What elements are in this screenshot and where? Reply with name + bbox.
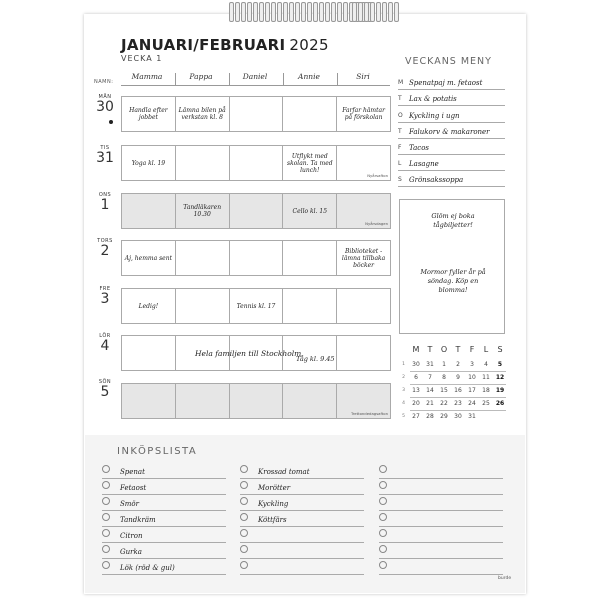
mini-header: F	[469, 345, 475, 354]
column-divider	[175, 73, 176, 85]
week-number: 4	[402, 401, 405, 406]
mini-day: 7	[428, 374, 432, 381]
day-label-sun: SÖN 5	[98, 379, 112, 400]
shopping-item[interactable]: Gurka	[102, 542, 226, 559]
checkbox-icon[interactable]	[240, 529, 248, 537]
checkbox-icon[interactable]	[102, 561, 110, 569]
day-row-wed	[121, 193, 390, 229]
holiday-label: Trettondedagsafton	[351, 411, 388, 416]
shopping-item[interactable]: Krossad tomat	[240, 462, 364, 479]
entry-cell[interactable]	[229, 193, 284, 229]
menu-item[interactable]: F Tacos	[398, 138, 505, 155]
mini-day: 2	[456, 361, 460, 368]
checkbox-icon[interactable]	[102, 497, 110, 505]
mini-header: L	[483, 345, 489, 354]
shopping-list-title: INKÖPSLISTA	[117, 446, 198, 457]
checkbox-icon[interactable]	[379, 529, 387, 537]
shopping-item[interactable]	[379, 462, 503, 479]
entry-cell[interactable]: Biblioteket - lämna tillbaka böcker	[336, 240, 391, 276]
mini-day: 3	[470, 361, 474, 368]
day-label-thu: TORS 2	[97, 238, 113, 259]
holiday-label: Nyårsafton	[367, 173, 388, 178]
mini-day: 15	[440, 387, 448, 394]
menu-item[interactable]: T Lax & potatis	[398, 89, 505, 106]
entry-cell[interactable]	[229, 145, 284, 181]
shopping-item[interactable]: Lök (röd & gul)	[102, 558, 226, 575]
entry-cell[interactable]	[336, 335, 391, 371]
entry-cell[interactable]	[175, 145, 230, 181]
week-number: 3	[402, 388, 405, 393]
checkbox-icon[interactable]	[102, 465, 110, 473]
shopping-item[interactable]	[379, 494, 503, 511]
mini-day: 10	[468, 374, 476, 381]
shopping-item[interactable]	[379, 526, 503, 543]
shopping-item[interactable]	[379, 542, 503, 559]
entry-cell[interactable]: Yoga kl. 19	[121, 145, 176, 181]
checkbox-icon[interactable]	[379, 513, 387, 521]
binding-left	[229, 2, 372, 22]
day-label-fri: FRE 3	[99, 286, 111, 307]
mini-day: 14	[426, 387, 434, 394]
checkbox-icon[interactable]	[240, 465, 248, 473]
year: 2025	[289, 36, 329, 54]
mini-day: 8	[442, 374, 446, 381]
binding-right	[352, 2, 399, 22]
saturday-note: Hela familjen till Stockholm	[195, 349, 302, 358]
mini-day: 23	[454, 400, 462, 407]
mini-day: 30	[454, 413, 462, 420]
entry-cell[interactable]	[282, 96, 337, 132]
checkbox-icon[interactable]	[240, 481, 248, 489]
shopping-item[interactable]	[240, 542, 364, 559]
checkbox-icon[interactable]	[240, 561, 248, 569]
mini-day: 30	[412, 361, 420, 368]
mini-day: 11	[482, 374, 490, 381]
day-label-wed: ONS 1	[98, 192, 112, 213]
entry-cell[interactable]	[175, 383, 230, 419]
column-header: Siri	[356, 72, 370, 81]
entry-cell[interactable]	[336, 288, 391, 324]
entry-cell[interactable]	[121, 193, 176, 229]
day-row-thu	[121, 240, 390, 276]
checkbox-icon[interactable]	[379, 465, 387, 473]
column-header: Daniel	[242, 72, 268, 81]
mini-day: 26	[495, 400, 505, 407]
entry-cell[interactable]	[175, 240, 230, 276]
mini-header: S	[497, 345, 503, 354]
checkbox-icon[interactable]	[240, 497, 248, 505]
today-marker-icon	[109, 120, 113, 124]
checkbox-icon[interactable]	[102, 529, 110, 537]
checkbox-icon[interactable]	[240, 513, 248, 521]
mini-day: 1	[442, 361, 446, 368]
checkbox-icon[interactable]	[379, 497, 387, 505]
mini-header: T	[427, 345, 433, 354]
mini-day: 17	[468, 387, 476, 394]
day-label-mon: MÅN 30	[96, 94, 114, 115]
shopping-item[interactable]: Tandkräm	[102, 510, 226, 527]
week-number: 1	[402, 362, 405, 367]
mini-day: 29	[440, 413, 448, 420]
week-number: 2	[402, 375, 405, 380]
menu-title: VECKANS MENY	[405, 56, 492, 67]
entry-cell[interactable]: Tandläkaren 10.30	[175, 193, 230, 229]
mini-day: 12	[495, 374, 505, 381]
notes-box[interactable]	[399, 199, 505, 334]
menu-item[interactable]: S Grönsakssoppa	[398, 170, 505, 187]
mini-day: 18	[482, 387, 490, 394]
mini-day: 16	[454, 387, 462, 394]
mini-day: 5	[497, 361, 503, 368]
mini-day: 19	[495, 387, 505, 394]
column-header: Pappa	[189, 72, 213, 81]
entry-cell[interactable]: Aj, hemma sent	[121, 240, 176, 276]
entry-cell[interactable]: Utflykt med skolan. Ta med lunch!	[282, 145, 337, 181]
checkbox-icon[interactable]	[379, 545, 387, 553]
entry-cell[interactable]	[229, 383, 284, 419]
brand-logo: burde	[498, 576, 512, 581]
checkbox-icon[interactable]	[240, 545, 248, 553]
mini-header: M	[412, 345, 420, 354]
menu-item[interactable]: L Lasagne	[398, 154, 505, 171]
mini-header: O	[440, 345, 448, 354]
mini-day: 31	[426, 361, 434, 368]
mini-day: 6	[414, 374, 418, 381]
entry-cell-holiday[interactable]	[336, 145, 391, 181]
month-title: JANUARI/FEBRUARI 2025	[121, 36, 329, 54]
entry-cell-holiday[interactable]	[336, 193, 391, 229]
note-text: Mormor fyller år på söndag. Köp en blomma!	[420, 268, 486, 294]
day-row-tue	[121, 145, 390, 181]
menu-item[interactable]: T Falukorv & makaroner	[398, 122, 505, 139]
shopping-item[interactable]: Citron	[102, 526, 226, 543]
column-divider	[283, 73, 284, 85]
mini-day: 9	[456, 374, 460, 381]
names-label: NAMN:	[94, 79, 114, 85]
entry-cell[interactable]	[282, 240, 337, 276]
saturday-time-note: Tåg kl. 9.45	[296, 355, 335, 363]
mini-day: 20	[412, 400, 420, 407]
menu-item[interactable]: O Kyckling i ugn	[398, 106, 505, 123]
mini-day: 13	[412, 387, 420, 394]
holiday-label: Nyårsdagen	[365, 221, 388, 226]
header-rule	[121, 85, 390, 86]
entry-cell[interactable]: Farfar hämtar på förskolan	[336, 96, 391, 132]
shopping-item[interactable]	[379, 478, 503, 495]
entry-cell-holiday[interactable]	[336, 383, 391, 419]
entry-cell[interactable]	[282, 288, 337, 324]
entry-cell[interactable]: Lämna bilen på verkstan kl. 8	[175, 96, 230, 132]
entry-cell[interactable]: Ledig!	[121, 288, 176, 324]
column-divider	[229, 73, 230, 85]
shopping-item[interactable]: Fetaost	[102, 478, 226, 495]
shopping-item[interactable]: Kyckling	[240, 494, 364, 511]
column-divider	[337, 73, 338, 85]
mini-day: 27	[412, 413, 420, 420]
checkbox-icon[interactable]	[102, 481, 110, 489]
checkbox-icon[interactable]	[379, 561, 387, 569]
entry-cell[interactable]: Tennis kl. 17	[229, 288, 284, 324]
shopping-item[interactable]	[379, 558, 503, 575]
day-row-mon	[121, 96, 390, 132]
shopping-item[interactable]: Spenat	[102, 462, 226, 479]
shopping-item[interactable]: Köttfärs	[240, 510, 364, 527]
mini-day: 31	[468, 413, 476, 420]
column-header: Annie	[298, 72, 320, 81]
checkbox-icon[interactable]	[379, 481, 387, 489]
shopping-item[interactable]: Morötter	[240, 478, 364, 495]
entry-cell[interactable]	[282, 383, 337, 419]
entry-cell[interactable]	[175, 288, 230, 324]
day-row-sun	[121, 383, 390, 419]
checkbox-icon[interactable]	[102, 545, 110, 553]
entry-cell[interactable]	[121, 335, 176, 371]
day-label-tue: TIS 31	[96, 145, 114, 166]
shopping-item[interactable]	[240, 526, 364, 543]
checkbox-icon[interactable]	[102, 513, 110, 521]
week-number: 5	[402, 414, 405, 419]
shopping-item[interactable]	[240, 558, 364, 575]
menu-item[interactable]: M Spenatpaj m. fetaost	[398, 73, 505, 90]
mini-day: 21	[426, 400, 434, 407]
mini-day: 25	[482, 400, 490, 407]
mini-day: 22	[440, 400, 448, 407]
entry-cell[interactable]	[229, 96, 284, 132]
shopping-item[interactable]: Smör	[102, 494, 226, 511]
note-text: Glöm ej boka tågbiljetter!	[431, 212, 475, 229]
entry-cell[interactable]: Cello kl. 15	[282, 193, 337, 229]
entry-cell[interactable]	[121, 383, 176, 419]
week-label: VECKA 1	[121, 54, 163, 63]
mini-day: 28	[426, 413, 434, 420]
shopping-item[interactable]	[379, 510, 503, 527]
entry-cell[interactable]	[229, 240, 284, 276]
column-header: Mamma	[131, 72, 163, 81]
mini-header: T	[455, 345, 461, 354]
day-row-fri	[121, 288, 390, 324]
day-label-sat: LÖR 4	[99, 333, 111, 354]
entry-cell[interactable]: Handla efter jobbet	[121, 96, 176, 132]
mini-day: 24	[468, 400, 476, 407]
mini-day: 4	[484, 361, 488, 368]
